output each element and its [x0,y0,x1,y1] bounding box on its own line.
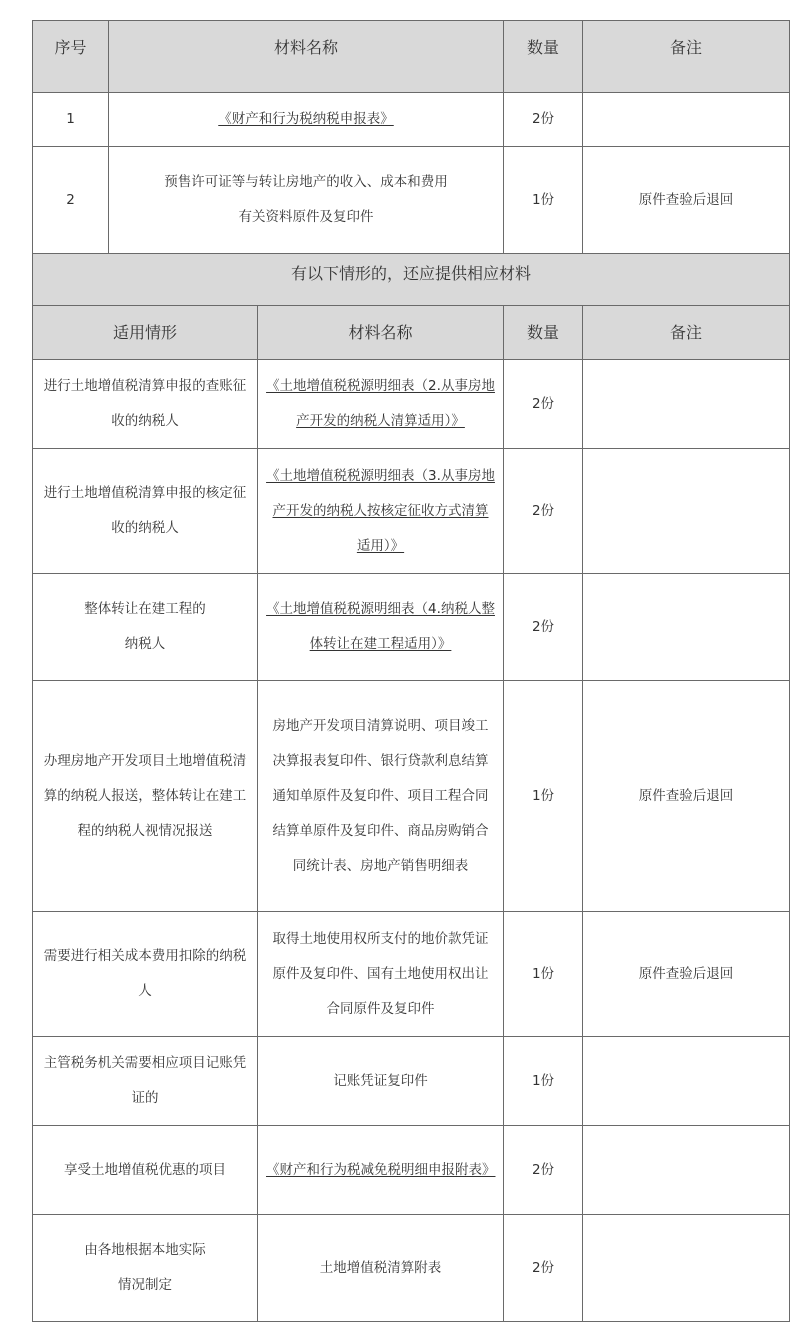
material-form-title: 《土地增值税税源明细表（3.从事房地产开发的纳税人按核定征收方式清算适用）》 [266,467,495,554]
row-case: 需要进行相关成本费用扣除的纳税人 [33,912,258,1037]
table-row [33,360,790,449]
row-remarks [583,574,790,681]
table-row [33,681,790,912]
material-form-title: 《土地增值税税源明细表（2.从事房地产开发的纳税人清算适用）》 [266,378,495,429]
table-row [33,147,790,254]
row-material-name [109,93,504,147]
table-row [33,449,790,574]
row-material-name [258,1126,504,1215]
case-line: 情况制定 [118,1277,172,1293]
header-remarks: 备注 [583,21,790,93]
row-quantity: 2份 [504,93,583,147]
row-quantity: 1份 [504,1037,583,1126]
case-line: 整体转让在建工程的 [84,601,206,617]
row-seq: 1 [33,93,109,147]
row-quantity: 2份 [504,449,583,574]
row-case: 主管税务机关需要相应项目记账凭证的 [33,1037,258,1126]
material-form-title: 《土地增值税税源明细表（4.纳税人整体转让在建工程适用）》 [266,601,495,652]
table-row [33,574,790,681]
row-quantity: 2份 [504,1126,583,1215]
row-material-name: 记账凭证复印件 [258,1037,504,1126]
case-line: 纳税人 [124,636,166,652]
row-quantity: 1份 [504,912,583,1037]
header-remarks: 备注 [583,306,790,360]
table-header-row [33,21,790,93]
materials-table [32,20,790,1322]
table-row [33,912,790,1037]
row-material-name: 取得土地使用权所支付的地价款凭证原件及复印件、国有土地使用权出让合同原件及复印件 [258,912,504,1037]
header-quantity: 数量 [504,21,583,93]
material-form-title: 《财产和行为税纳税申报表》 [218,111,394,127]
row-case: 办理房地产开发项目土地增值税清算的纳税人报送，整体转让在建工程的纳税人视情况报送 [33,681,258,912]
row-material-name [258,449,504,574]
material-line: 预售许可证等与转让房地产的收入、成本和费用 [164,174,448,190]
material-form-title: 《财产和行为税减免税明细申报附表》 [266,1161,496,1178]
row-case: 享受土地增值税优惠的项目 [33,1126,258,1215]
row-material-name: 土地增值税清算附表 [258,1215,504,1322]
row-remarks [583,93,790,147]
table-row [33,93,790,147]
row-case [33,1215,258,1322]
section-banner: 有以下情形的，还应提供相应材料 [33,254,790,306]
section-banner-row [33,254,790,306]
table-header-row [33,306,790,360]
row-seq: 2 [33,147,109,254]
row-quantity: 2份 [504,574,583,681]
row-remarks: 原件查验后退回 [583,147,790,254]
row-case [33,574,258,681]
row-material-name: 房地产开发项目清算说明、项目竣工决算报表复印件、银行贷款利息结算通知单原件及复印件、项目工程合同结算单原件及复印件、商品房购销合同统计表、房地产销售明细表 [258,681,504,912]
row-material-name [109,147,504,254]
row-quantity: 1份 [504,147,583,254]
header-seq: 序号 [33,21,109,93]
row-remarks [583,449,790,574]
row-remarks: 原件查验后退回 [583,912,790,1037]
header-quantity: 数量 [504,306,583,360]
row-case: 进行土地增值税清算申报的核定征收的纳税人 [33,449,258,574]
header-material-name: 材料名称 [109,21,504,93]
row-quantity: 1份 [504,681,583,912]
header-material-name: 材料名称 [258,306,504,360]
row-quantity: 2份 [504,1215,583,1322]
row-remarks [583,1215,790,1322]
row-case: 进行土地增值税清算申报的查账征收的纳税人 [33,360,258,449]
row-material-name [258,360,504,449]
row-remarks [583,1126,790,1215]
case-line: 由各地根据本地实际 [84,1242,206,1258]
material-line: 有关资料原件及复印件 [238,209,374,225]
row-material-name [258,574,504,681]
row-remarks [583,360,790,449]
row-quantity: 2份 [504,360,583,449]
table-row [33,1037,790,1126]
table-row [33,1126,790,1215]
row-remarks: 原件查验后退回 [583,681,790,912]
header-applicable-case: 适用情形 [33,306,258,360]
table-row [33,1215,790,1322]
row-remarks [583,1037,790,1126]
